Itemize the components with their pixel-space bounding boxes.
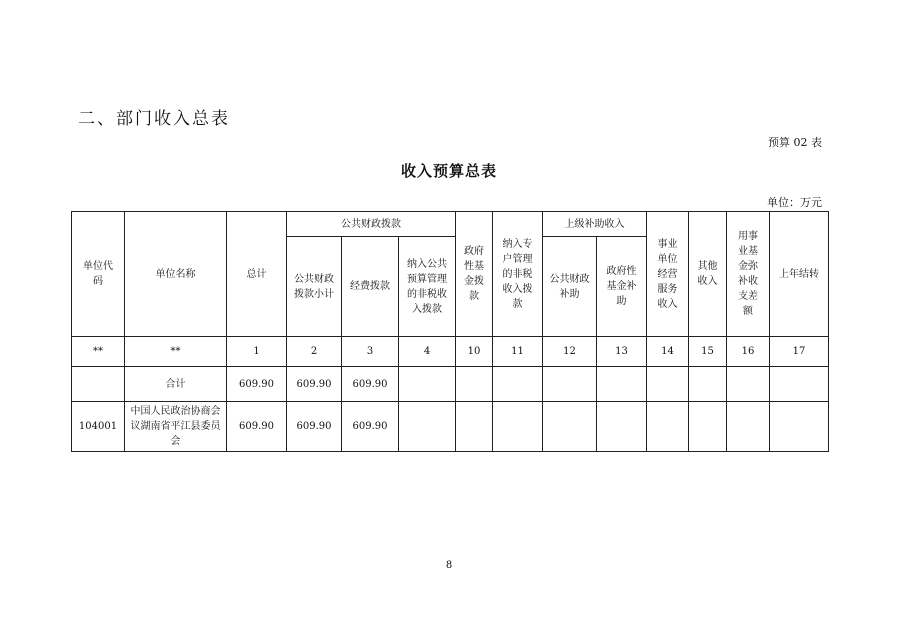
header-business-service: 事业 单位 经营 服务 收入 [647,212,689,337]
header-public-finance-subsidy: 公共财政 补助 [543,237,597,337]
index-cell: 2 [287,337,342,367]
total-row [72,367,829,402]
header-gov-fund: 政府 性基 金拨 款 [456,212,493,337]
header-operating-funds: 经费拨款 [342,237,399,337]
index-cell: 11 [493,337,543,367]
header-total: 总计 [227,212,287,337]
index-cell: 10 [456,337,493,367]
row-total: 609.90 [227,402,287,452]
header-public-finance-subtotal: 公共财政 拨款小计 [287,237,342,337]
index-row [72,337,829,367]
index-cell: 1 [227,337,287,367]
row-operating-funds: 609.90 [342,402,399,452]
income-budget-table [71,211,829,452]
header-superior-subsidy-group: 上级补助收入 [543,212,647,237]
index-cell: 4 [399,337,456,367]
index-cell: 17 [770,337,829,367]
index-cell: ** [72,337,125,367]
index-cell: 16 [727,337,770,367]
header-unit-name: 单位名称 [125,212,227,337]
total-label: 合计 [125,367,227,402]
index-cell: 3 [342,337,399,367]
table-row [72,402,829,452]
row-unit-name: 中国人民政治协商会议湖南省平江县委员会 [125,402,227,452]
header-business-fund: 用事 业基 金弥 补收 支差 额 [727,212,770,337]
total-operating-funds: 609.90 [342,367,399,402]
header-gov-fund-subsidy: 政府性 基金补 助 [597,237,647,337]
header-special-nontax: 纳入专 户管理 的非税 收入拨 款 [493,212,543,337]
index-cell: 13 [597,337,647,367]
unit-label: 单位：万元 [767,196,822,209]
row-public-subtotal: 609.90 [287,402,342,452]
total-code-cell [72,367,125,402]
section-title: 二、部门收入总表 [78,109,230,129]
header-public-finance-group: 公共财政拨款 [287,212,456,237]
index-cell: 14 [647,337,689,367]
header-unit-code: 单位代 码 [72,212,125,337]
header-nontax-budget: 纳入公共 预算管理 的非税收 入拨款 [399,237,456,337]
row-unit-code: 104001 [72,402,125,452]
index-cell: 15 [689,337,727,367]
table-number: 预算 02 表 [768,136,822,149]
page-number: 8 [445,560,453,571]
total-public-subtotal: 609.90 [287,367,342,402]
main-title: 收入预算总表 [400,162,497,180]
index-cell: 12 [543,337,597,367]
header-prior-year-carryover: 上年结转 [770,212,829,337]
index-cell: ** [125,337,227,367]
total-total: 609.90 [227,367,287,402]
header-other-income: 其他 收入 [689,212,727,337]
